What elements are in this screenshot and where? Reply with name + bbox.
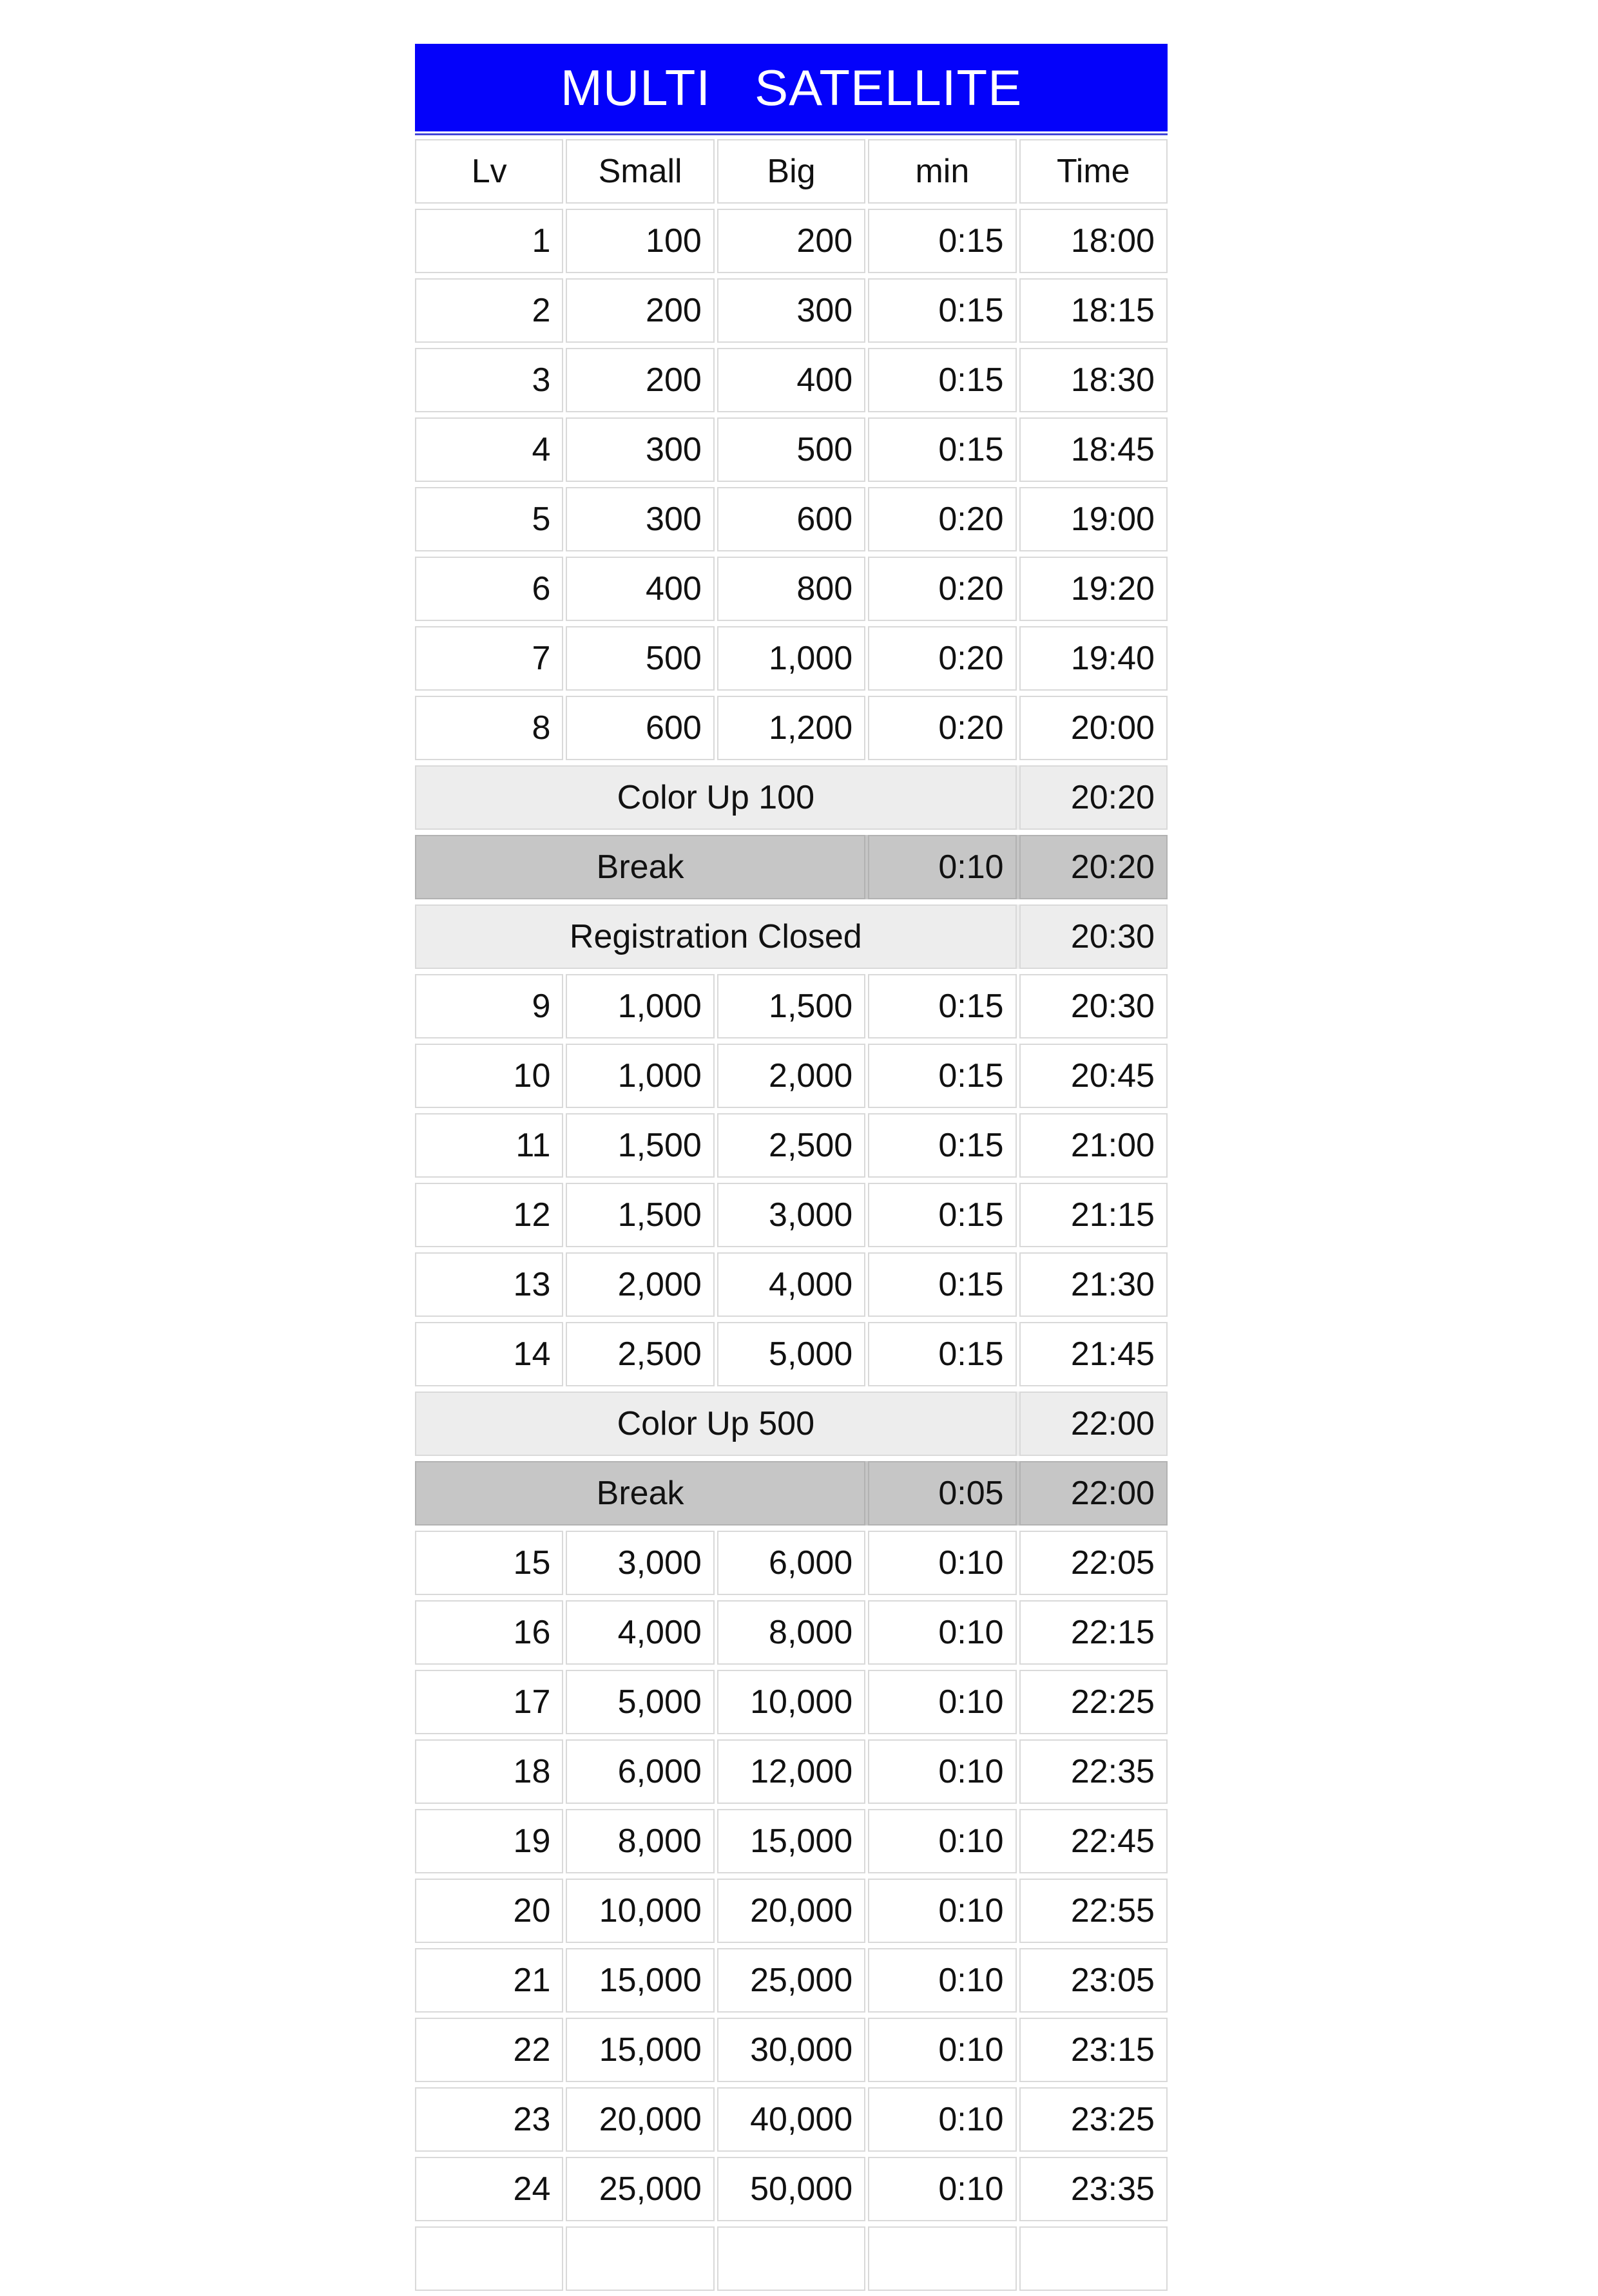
- time-cell: 21:00: [1019, 1113, 1168, 1178]
- tournament-title: MULTI SATELLITE: [560, 59, 1023, 116]
- lv-cell: 19: [415, 1809, 563, 1873]
- title-underline: [415, 133, 1168, 135]
- time-cell: 19:40: [1019, 626, 1168, 691]
- level-row: [415, 1670, 1168, 1734]
- lv-cell: 9: [415, 974, 563, 1038]
- duration-cell: 0:10: [868, 1600, 1016, 1665]
- duration-cell: 0:20: [868, 487, 1016, 551]
- big-blind-cell: 800: [717, 557, 865, 621]
- big-blind-cell: 2,000: [717, 1044, 865, 1108]
- lv-cell: [415, 2226, 563, 2291]
- time-cell: 22:25: [1019, 1670, 1168, 1734]
- level-row: [415, 209, 1168, 273]
- level-row: [415, 278, 1168, 343]
- time-cell: 20:20: [1019, 765, 1168, 830]
- duration-cell: 0:15: [868, 278, 1016, 343]
- duration-cell: 0:15: [868, 1044, 1016, 1108]
- row-label: Break: [415, 1461, 865, 1526]
- level-row: [415, 1809, 1168, 1873]
- time-cell: 22:05: [1019, 1531, 1168, 1595]
- lv-cell: 6: [415, 557, 563, 621]
- duration-cell: 0:10: [868, 1739, 1016, 1804]
- lv-cell: 3: [415, 348, 563, 412]
- small-blind-cell: 1,000: [566, 974, 714, 1038]
- duration-cell: 0:15: [868, 1113, 1016, 1178]
- big-blind-cell: 30,000: [717, 2018, 865, 2082]
- big-blind-cell: 3,000: [717, 1183, 865, 1247]
- lv-cell: 20: [415, 1879, 563, 1943]
- lv-cell: 4: [415, 417, 563, 482]
- level-row: [415, 1113, 1168, 1178]
- duration-cell: 0:10: [868, 835, 1016, 899]
- level-row: [415, 1183, 1168, 1247]
- small-blind-cell: 2,500: [566, 1322, 714, 1386]
- column-header-time: Time: [1019, 139, 1168, 204]
- big-blind-cell: 12,000: [717, 1739, 865, 1804]
- lv-cell: 11: [415, 1113, 563, 1178]
- lv-cell: 8: [415, 696, 563, 760]
- big-blind-cell: 5,000: [717, 1322, 865, 1386]
- level-row: [415, 557, 1168, 621]
- level-row: [415, 2087, 1168, 2152]
- level-row: [415, 1252, 1168, 1317]
- level-row: [415, 417, 1168, 482]
- level-row: [415, 1739, 1168, 1804]
- duration-cell: [868, 2226, 1016, 2291]
- row-label: Break: [415, 835, 865, 899]
- big-blind-cell: 2,500: [717, 1113, 865, 1178]
- column-header-min: min: [868, 139, 1016, 204]
- big-blind-cell: 500: [717, 417, 865, 482]
- level-row: [415, 974, 1168, 1038]
- duration-cell: 0:10: [868, 1948, 1016, 2013]
- time-cell: 21:15: [1019, 1183, 1168, 1247]
- big-blind-cell: 4,000: [717, 1252, 865, 1317]
- small-blind-cell: 600: [566, 696, 714, 760]
- small-blind-cell: 10,000: [566, 1879, 714, 1943]
- lv-cell: 13: [415, 1252, 563, 1317]
- time-cell: 20:30: [1019, 904, 1168, 969]
- row-label: Color Up 100: [415, 765, 1017, 830]
- level-row: [415, 487, 1168, 551]
- small-blind-cell: 200: [566, 278, 714, 343]
- time-cell: 21:45: [1019, 1322, 1168, 1386]
- big-blind-cell: [717, 2226, 865, 2291]
- column-header-big: Big: [717, 139, 865, 204]
- duration-cell: 0:15: [868, 209, 1016, 273]
- row-label: Registration Closed: [415, 904, 1017, 969]
- big-blind-cell: 400: [717, 348, 865, 412]
- time-cell: 18:45: [1019, 417, 1168, 482]
- title-bar: [415, 44, 1168, 131]
- small-blind-cell: 1,500: [566, 1113, 714, 1178]
- time-cell: 19:20: [1019, 557, 1168, 621]
- level-row: [415, 1600, 1168, 1665]
- colorup-row: [415, 765, 1168, 830]
- duration-cell: 0:15: [868, 1252, 1016, 1317]
- blind-structure-sheet: [415, 44, 1168, 2296]
- time-cell: 18:15: [1019, 278, 1168, 343]
- duration-cell: 0:10: [868, 2018, 1016, 2082]
- structure-table: [415, 139, 1168, 2291]
- duration-cell: 0:15: [868, 348, 1016, 412]
- big-blind-cell: 50,000: [717, 2157, 865, 2221]
- big-blind-cell: 25,000: [717, 1948, 865, 2013]
- time-cell: 18:30: [1019, 348, 1168, 412]
- time-cell: 20:30: [1019, 974, 1168, 1038]
- small-blind-cell: 1,000: [566, 1044, 714, 1108]
- time-cell: 22:35: [1019, 1739, 1168, 1804]
- colorup-row: [415, 1392, 1168, 1456]
- time-cell: 22:00: [1019, 1392, 1168, 1456]
- small-blind-cell: 2,000: [566, 1252, 714, 1317]
- small-blind-cell: 15,000: [566, 2018, 714, 2082]
- time-cell: 23:35: [1019, 2157, 1168, 2221]
- partial-row: [415, 2226, 1168, 2291]
- duration-cell: 0:15: [868, 1322, 1016, 1386]
- small-blind-cell: 15,000: [566, 1948, 714, 2013]
- lv-cell: 5: [415, 487, 563, 551]
- small-blind-cell: 5,000: [566, 1670, 714, 1734]
- time-cell: 20:45: [1019, 1044, 1168, 1108]
- notice-row: [415, 904, 1168, 969]
- level-row: [415, 1879, 1168, 1943]
- small-blind-cell: 6,000: [566, 1739, 714, 1804]
- duration-cell: 0:15: [868, 417, 1016, 482]
- time-cell: 22:00: [1019, 1461, 1168, 1526]
- time-cell: 23:25: [1019, 2087, 1168, 2152]
- lv-cell: 15: [415, 1531, 563, 1595]
- level-row: [415, 1948, 1168, 2013]
- column-header-lv: Lv: [415, 139, 563, 204]
- table-header-row: [415, 139, 1168, 204]
- lv-cell: 18: [415, 1739, 563, 1804]
- lv-cell: 10: [415, 1044, 563, 1108]
- lv-cell: 2: [415, 278, 563, 343]
- lv-cell: 24: [415, 2157, 563, 2221]
- duration-cell: 0:20: [868, 557, 1016, 621]
- time-cell: 23:05: [1019, 1948, 1168, 2013]
- time-cell: 21:30: [1019, 1252, 1168, 1317]
- column-header-small: Small: [566, 139, 714, 204]
- small-blind-cell: 3,000: [566, 1531, 714, 1595]
- duration-cell: 0:20: [868, 626, 1016, 691]
- small-blind-cell: 100: [566, 209, 714, 273]
- lv-cell: 1: [415, 209, 563, 273]
- big-blind-cell: 15,000: [717, 1809, 865, 1873]
- duration-cell: 0:05: [868, 1461, 1016, 1526]
- small-blind-cell: 300: [566, 417, 714, 482]
- big-blind-cell: 6,000: [717, 1531, 865, 1595]
- big-blind-cell: 300: [717, 278, 865, 343]
- level-row: [415, 1531, 1168, 1595]
- level-row: [415, 1322, 1168, 1386]
- time-cell: 22:15: [1019, 1600, 1168, 1665]
- level-row: [415, 2018, 1168, 2082]
- level-row: [415, 626, 1168, 691]
- big-blind-cell: 1,200: [717, 696, 865, 760]
- duration-cell: 0:10: [868, 1531, 1016, 1595]
- big-blind-cell: 1,500: [717, 974, 865, 1038]
- row-label: Color Up 500: [415, 1392, 1017, 1456]
- duration-cell: 0:15: [868, 1183, 1016, 1247]
- small-blind-cell: [566, 2226, 714, 2291]
- lv-cell: 14: [415, 1322, 563, 1386]
- break-row: [415, 1461, 1168, 1526]
- time-cell: 22:45: [1019, 1809, 1168, 1873]
- time-cell: 18:00: [1019, 209, 1168, 273]
- duration-cell: 0:10: [868, 2087, 1016, 2152]
- level-row: [415, 1044, 1168, 1108]
- lv-cell: 7: [415, 626, 563, 691]
- duration-cell: 0:20: [868, 696, 1016, 760]
- big-blind-cell: 40,000: [717, 2087, 865, 2152]
- lv-cell: 12: [415, 1183, 563, 1247]
- duration-cell: 0:15: [868, 974, 1016, 1038]
- time-cell: 19:00: [1019, 487, 1168, 551]
- small-blind-cell: 25,000: [566, 2157, 714, 2221]
- big-blind-cell: 1,000: [717, 626, 865, 691]
- big-blind-cell: 600: [717, 487, 865, 551]
- lv-cell: 17: [415, 1670, 563, 1734]
- big-blind-cell: 20,000: [717, 1879, 865, 1943]
- small-blind-cell: 400: [566, 557, 714, 621]
- duration-cell: 0:10: [868, 2157, 1016, 2221]
- time-cell: 22:55: [1019, 1879, 1168, 1943]
- small-blind-cell: 4,000: [566, 1600, 714, 1665]
- lv-cell: 16: [415, 1600, 563, 1665]
- duration-cell: 0:10: [868, 1879, 1016, 1943]
- small-blind-cell: 1,500: [566, 1183, 714, 1247]
- duration-cell: 0:10: [868, 1809, 1016, 1873]
- big-blind-cell: 8,000: [717, 1600, 865, 1665]
- level-row: [415, 696, 1168, 760]
- level-row: [415, 348, 1168, 412]
- duration-cell: 0:10: [868, 1670, 1016, 1734]
- big-blind-cell: 200: [717, 209, 865, 273]
- lv-cell: 21: [415, 1948, 563, 2013]
- small-blind-cell: 300: [566, 487, 714, 551]
- lv-cell: 22: [415, 2018, 563, 2082]
- time-cell: 23:15: [1019, 2018, 1168, 2082]
- level-row: [415, 2157, 1168, 2221]
- lv-cell: 23: [415, 2087, 563, 2152]
- time-cell: [1019, 2226, 1168, 2291]
- small-blind-cell: 20,000: [566, 2087, 714, 2152]
- time-cell: 20:00: [1019, 696, 1168, 760]
- small-blind-cell: 500: [566, 626, 714, 691]
- big-blind-cell: 10,000: [717, 1670, 865, 1734]
- time-cell: 20:20: [1019, 835, 1168, 899]
- small-blind-cell: 8,000: [566, 1809, 714, 1873]
- break-row: [415, 835, 1168, 899]
- table-body: [415, 209, 1168, 2291]
- small-blind-cell: 200: [566, 348, 714, 412]
